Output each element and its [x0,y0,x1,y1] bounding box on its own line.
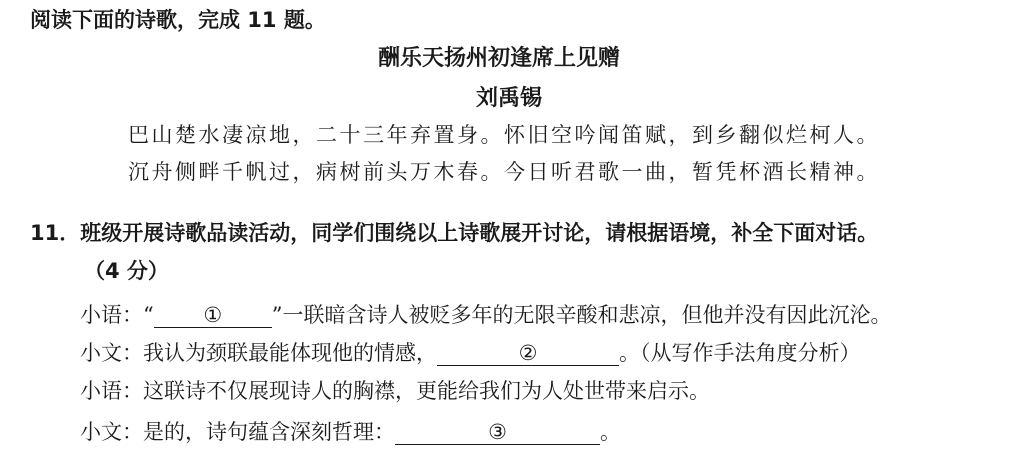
instruction-text: 阅读下面的诗歌，完成 11 题。 [30,8,326,32]
speaker-label: 小语： [80,379,143,403]
poem-author: 刘禹锡 [476,86,543,111]
speaker-label: 小文： [80,420,143,444]
poem-line-2: 沉舟侧畔千帆过，病树前头万木春。今日听君歌一曲，暂凭杯酒长精神。 [128,160,880,184]
question-11 [30,223,878,244]
dialogue-line-3 [80,381,710,402]
speaker-label: 小文： [80,341,143,365]
dialogue-text-post: 。（从写作手法角度分析） [619,341,861,365]
dialogue-text-pre: “ [143,303,154,327]
answer-blank-2[interactable]: ② [437,343,619,366]
dialogue-text-post: 。 [600,420,621,444]
speaker-label: 小语： [80,303,143,327]
poem-title: 酬乐天扬州初逢席上见赠 [378,46,621,71]
answer-blank-3[interactable]: ③ [395,422,600,445]
poem-line-1: 巴山楚水凄凉地，二十三年弃置身。怀旧空吟闻笛赋，到乡翻似烂柯人。 [128,123,880,147]
dialogue-text-post: ”一联暗含诗人被贬多年的无限辛酸和悲凉，但他并没有因此沉沦。 [271,303,892,327]
dialogue-text-pre: 是的，诗句蕴含深刻哲理： [143,420,395,444]
question-text: 班级开展诗歌品读活动，同学们围绕以上诗歌展开讨论，请根据语境，补全下面对话。 [80,221,879,245]
question-score: （4 分） [84,259,169,283]
dialogue-line-2 [80,343,861,366]
dialogue-line-4 [80,422,621,445]
question-number: 11． [30,221,81,245]
dialogue-text-pre: 这联诗不仅展现诗人的胸襟，更能给我们为人处世带来启示。 [143,379,710,403]
dialogue-line-1 [80,305,891,328]
dialogue-text-pre: 我认为颈联最能体现他的情感， [143,341,437,365]
answer-blank-1[interactable]: ① [154,305,272,328]
